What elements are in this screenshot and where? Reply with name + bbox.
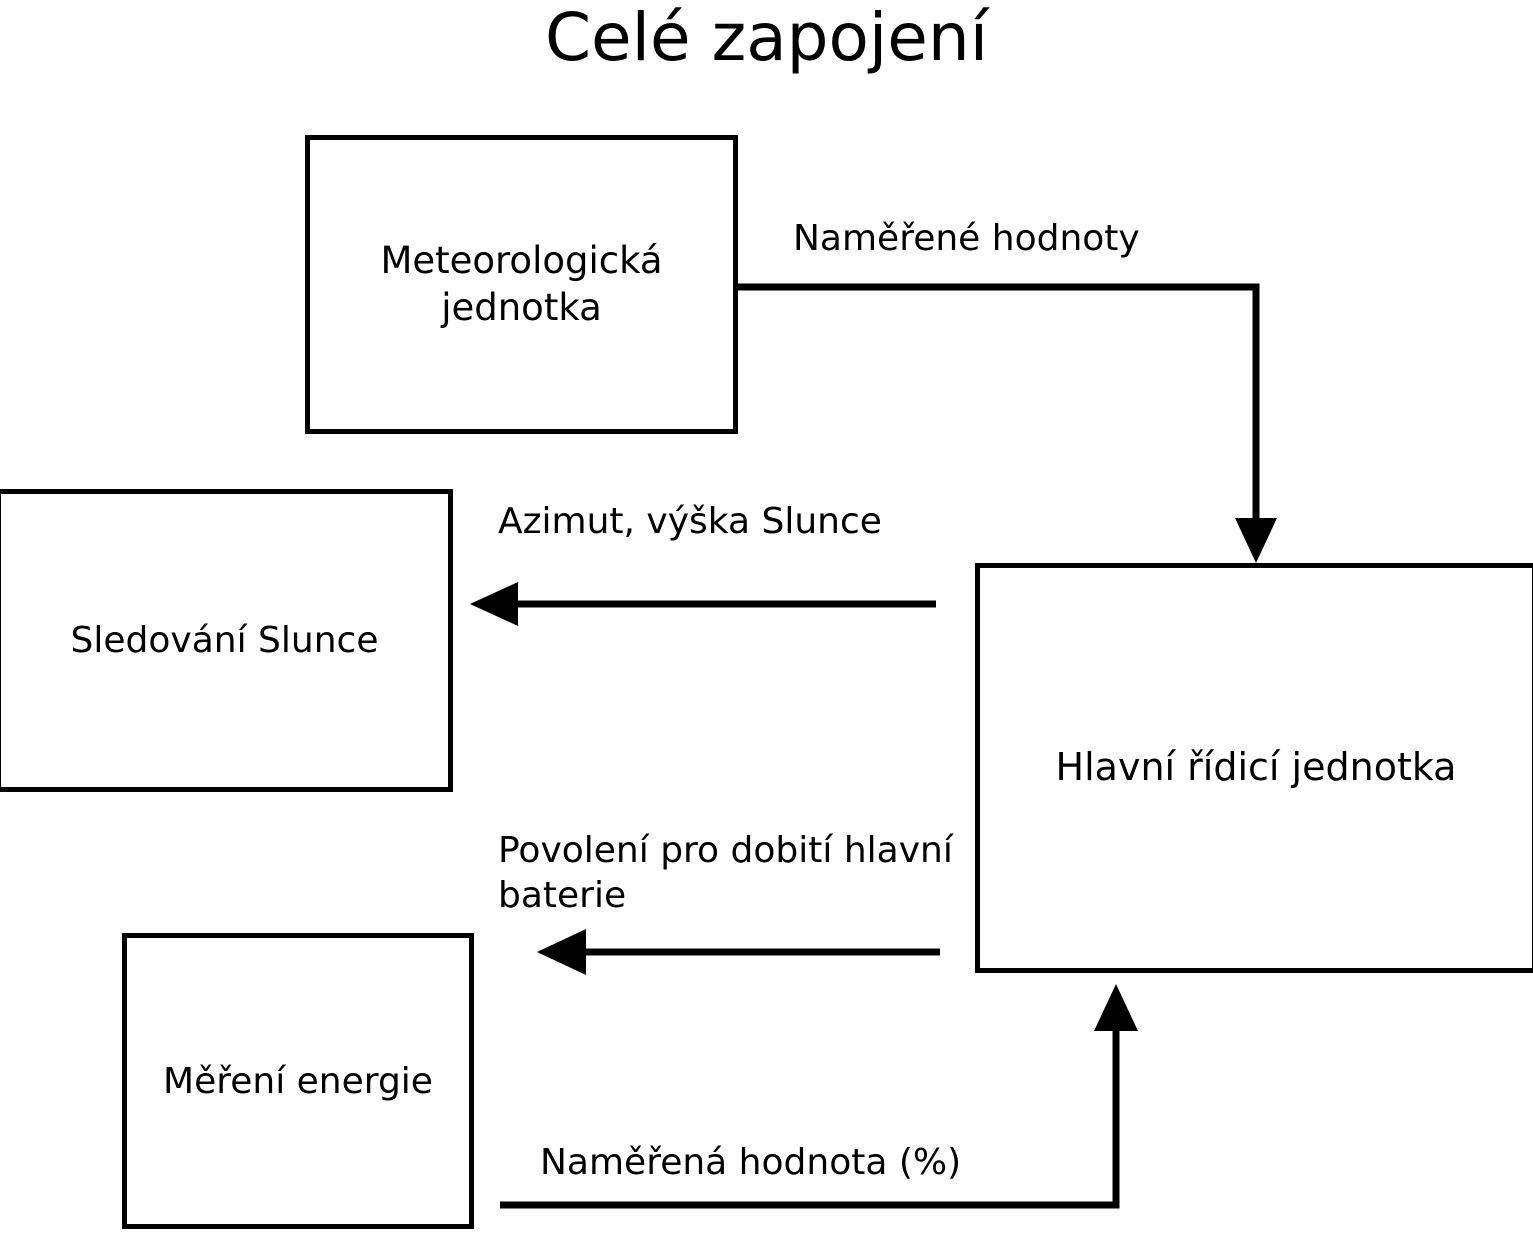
node-meteorological-unit[interactable]	[305, 135, 738, 434]
page-title: Celé zapojení	[544, 0, 989, 76]
edge-label-azimuth-height: Azimut, výška Slunce	[498, 501, 882, 542]
edge-label-charge-permission: Povolení pro dobití hlavní baterie	[498, 830, 953, 916]
node-sun-tracking-label: Sledování Slunce	[70, 620, 379, 661]
node-main-control-unit-label: Hlavní řídicí jednotka	[1055, 745, 1457, 790]
node-energy-measurement[interactable]	[122, 933, 474, 1229]
node-main-control-unit[interactable]	[975, 563, 1533, 973]
node-energy-measurement-label: Měření energie	[163, 1060, 433, 1102]
edge-label-measured-value-pct: Naměřená hodnota (%)	[540, 1142, 962, 1183]
node-meteorological-unit-label: Meteorologická jednotka	[380, 239, 663, 329]
node-sun-tracking[interactable]	[0, 489, 453, 792]
connector-charge-permission	[537, 929, 940, 975]
edge-label-measured-values: Naměřené hodnoty	[793, 218, 1140, 259]
connector-azimuth	[470, 582, 936, 626]
